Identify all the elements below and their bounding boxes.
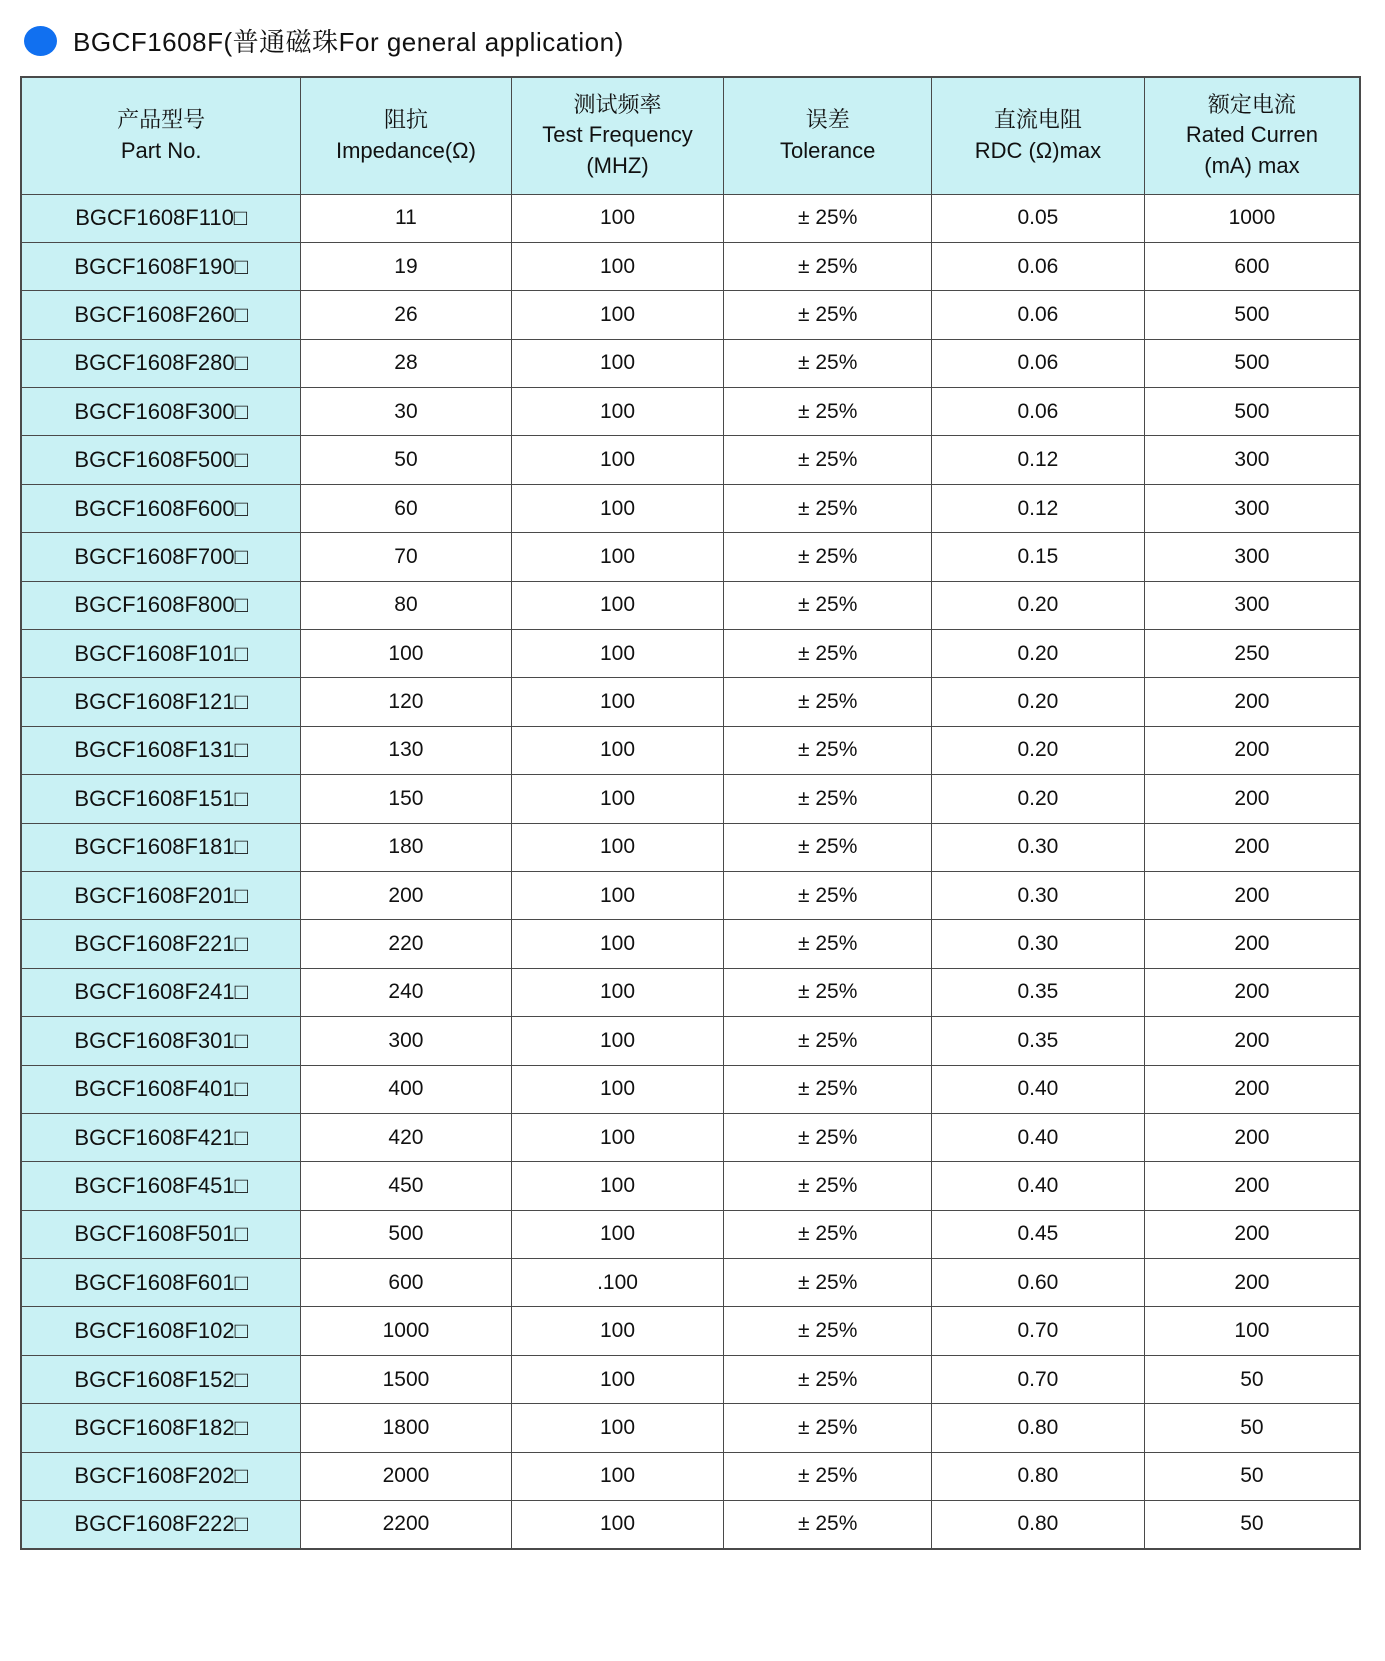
cell-impedance: 50 xyxy=(301,436,511,484)
cell-impedance: 150 xyxy=(301,775,511,823)
cell-tolerance: ± 25% xyxy=(724,726,932,774)
table-row xyxy=(21,533,1360,581)
cell-tolerance: ± 25% xyxy=(724,581,932,629)
cell-rdc: 0.80 xyxy=(931,1452,1144,1500)
cell-impedance: 70 xyxy=(301,533,511,581)
cell-tolerance: ± 25% xyxy=(724,1501,932,1549)
cell-rdc: 0.06 xyxy=(931,291,1144,339)
table-row xyxy=(21,968,1360,1016)
cell-rated-current: 200 xyxy=(1144,1113,1360,1161)
cell-test-frequency: 100 xyxy=(511,1501,724,1549)
cell-tolerance: ± 25% xyxy=(724,1259,932,1307)
header-zh: 阻抗 xyxy=(383,106,428,132)
cell-rdc: 0.30 xyxy=(931,920,1144,968)
cell-rdc: 0.80 xyxy=(931,1404,1144,1452)
cell-test-frequency: 100 xyxy=(511,678,724,726)
blue-dot-icon xyxy=(24,26,57,56)
cell-test-frequency: 100 xyxy=(511,775,724,823)
header-zh: 测试频率 xyxy=(573,91,662,117)
cell-rdc: 0.20 xyxy=(931,581,1144,629)
cell-rated-current: 50 xyxy=(1144,1404,1360,1452)
cell-part-no: BGCF1608F202□ xyxy=(21,1452,301,1500)
cell-part-no: BGCF1608F110□ xyxy=(21,194,301,242)
cell-rated-current: 50 xyxy=(1144,1452,1360,1500)
cell-rdc: 0.20 xyxy=(931,726,1144,774)
cell-rated-current: 300 xyxy=(1144,484,1360,532)
cell-tolerance: ± 25% xyxy=(724,920,932,968)
cell-part-no: BGCF1608F451□ xyxy=(21,1162,301,1210)
cell-test-frequency: 100 xyxy=(511,726,724,774)
cell-rdc: 0.40 xyxy=(931,1113,1144,1161)
cell-rated-current: 500 xyxy=(1144,388,1360,436)
cell-part-no: BGCF1608F280□ xyxy=(21,339,301,387)
cell-tolerance: ± 25% xyxy=(724,1404,932,1452)
header-en: Rated Curren xyxy=(1185,122,1318,148)
cell-impedance: 600 xyxy=(301,1259,511,1307)
cell-part-no: BGCF1608F421□ xyxy=(21,1113,301,1161)
column-header-rated-current xyxy=(1144,77,1360,194)
cell-rated-current: 200 xyxy=(1144,726,1360,774)
cell-test-frequency: 100 xyxy=(511,1355,724,1403)
cell-impedance: 28 xyxy=(301,339,511,387)
cell-test-frequency: 100 xyxy=(511,533,724,581)
table-row xyxy=(21,1501,1360,1549)
cell-part-no: BGCF1608F131□ xyxy=(21,726,301,774)
cell-impedance: 180 xyxy=(301,823,511,871)
section-title-text: BGCF1608F(普通磁珠For general application) xyxy=(73,27,624,57)
table-row xyxy=(21,1259,1360,1307)
cell-impedance: 100 xyxy=(301,630,511,678)
cell-part-no: BGCF1608F260□ xyxy=(21,291,301,339)
table-row xyxy=(21,242,1360,290)
cell-test-frequency: 100 xyxy=(511,823,724,871)
cell-test-frequency: 100 xyxy=(511,871,724,919)
table-row xyxy=(21,775,1360,823)
cell-part-no: BGCF1608F300□ xyxy=(21,388,301,436)
cell-tolerance: ± 25% xyxy=(724,533,932,581)
cell-test-frequency: 100 xyxy=(511,388,724,436)
cell-part-no: BGCF1608F102□ xyxy=(21,1307,301,1355)
cell-rdc: 0.80 xyxy=(931,1501,1144,1549)
cell-rated-current: 100 xyxy=(1144,1307,1360,1355)
header-zh: 额定电流 xyxy=(1207,91,1296,117)
cell-tolerance: ± 25% xyxy=(724,194,932,242)
cell-tolerance: ± 25% xyxy=(724,823,932,871)
cell-rdc: 0.20 xyxy=(931,630,1144,678)
cell-rated-current: 200 xyxy=(1144,920,1360,968)
cell-test-frequency: 100 xyxy=(511,1113,724,1161)
cell-rated-current: 1000 xyxy=(1144,194,1360,242)
table-row xyxy=(21,1404,1360,1452)
cell-part-no: BGCF1608F181□ xyxy=(21,823,301,871)
cell-rdc: 0.05 xyxy=(931,194,1144,242)
cell-rated-current: 200 xyxy=(1144,871,1360,919)
cell-rdc: 0.12 xyxy=(931,484,1144,532)
cell-rated-current: 200 xyxy=(1144,1017,1360,1065)
table-row xyxy=(21,291,1360,339)
table-row xyxy=(21,388,1360,436)
cell-rdc: 0.30 xyxy=(931,823,1144,871)
cell-impedance: 200 xyxy=(301,871,511,919)
table-row xyxy=(21,630,1360,678)
cell-rated-current: 200 xyxy=(1144,1259,1360,1307)
cell-rdc: 0.06 xyxy=(931,339,1144,387)
cell-test-frequency: 100 xyxy=(511,194,724,242)
cell-rated-current: 300 xyxy=(1144,533,1360,581)
cell-tolerance: ± 25% xyxy=(724,1113,932,1161)
cell-rated-current: 300 xyxy=(1144,581,1360,629)
cell-test-frequency: 100 xyxy=(511,339,724,387)
cell-impedance: 300 xyxy=(301,1017,511,1065)
cell-tolerance: ± 25% xyxy=(724,1307,932,1355)
cell-rated-current: 200 xyxy=(1144,678,1360,726)
cell-part-no: BGCF1608F800□ xyxy=(21,581,301,629)
table-row xyxy=(21,1017,1360,1065)
cell-rdc: 0.70 xyxy=(931,1355,1144,1403)
cell-rdc: 0.06 xyxy=(931,388,1144,436)
cell-tolerance: ± 25% xyxy=(724,678,932,726)
cell-rdc: 0.30 xyxy=(931,871,1144,919)
cell-rdc: 0.15 xyxy=(931,533,1144,581)
cell-tolerance: ± 25% xyxy=(724,630,932,678)
cell-rated-current: 200 xyxy=(1144,823,1360,871)
header-en: Test Frequency xyxy=(542,122,693,148)
cell-impedance: 26 xyxy=(301,291,511,339)
section-title xyxy=(0,0,1385,59)
cell-rdc: 0.45 xyxy=(931,1210,1144,1258)
cell-part-no: BGCF1608F190□ xyxy=(21,242,301,290)
table-row xyxy=(21,1210,1360,1258)
cell-rdc: 0.20 xyxy=(931,775,1144,823)
cell-part-no: BGCF1608F301□ xyxy=(21,1017,301,1065)
cell-rated-current: 200 xyxy=(1144,1162,1360,1210)
cell-impedance: 2200 xyxy=(301,1501,511,1549)
cell-impedance: 1000 xyxy=(301,1307,511,1355)
header-zh: 产品型号 xyxy=(117,106,206,132)
cell-rated-current: 500 xyxy=(1144,291,1360,339)
cell-tolerance: ± 25% xyxy=(724,436,932,484)
cell-test-frequency: 100 xyxy=(511,1404,724,1452)
cell-impedance: 11 xyxy=(301,194,511,242)
cell-rated-current: 200 xyxy=(1144,775,1360,823)
cell-rated-current: 200 xyxy=(1144,1210,1360,1258)
table-row xyxy=(21,1065,1360,1113)
column-header-impedance xyxy=(301,77,511,194)
cell-tolerance: ± 25% xyxy=(724,484,932,532)
cell-tolerance: ± 25% xyxy=(724,1017,932,1065)
cell-part-no: BGCF1608F600□ xyxy=(21,484,301,532)
table-row xyxy=(21,436,1360,484)
cell-impedance: 30 xyxy=(301,388,511,436)
cell-impedance: 500 xyxy=(301,1210,511,1258)
cell-rated-current: 200 xyxy=(1144,968,1360,1016)
column-header-rdc xyxy=(931,77,1144,194)
cell-part-no: BGCF1608F121□ xyxy=(21,678,301,726)
cell-test-frequency: .100 xyxy=(511,1259,724,1307)
header-en2: (mA) max xyxy=(1204,153,1300,179)
cell-rdc: 0.06 xyxy=(931,242,1144,290)
table-row xyxy=(21,581,1360,629)
cell-part-no: BGCF1608F500□ xyxy=(21,436,301,484)
cell-part-no: BGCF1608F401□ xyxy=(21,1065,301,1113)
table-row xyxy=(21,871,1360,919)
cell-tolerance: ± 25% xyxy=(724,1065,932,1113)
cell-impedance: 2000 xyxy=(301,1452,511,1500)
cell-impedance: 120 xyxy=(301,678,511,726)
table-row xyxy=(21,1113,1360,1161)
cell-rated-current: 600 xyxy=(1144,242,1360,290)
column-header-test-frequency xyxy=(511,77,724,194)
table-row xyxy=(21,484,1360,532)
cell-test-frequency: 100 xyxy=(511,581,724,629)
header-row xyxy=(21,77,1360,194)
cell-impedance: 1500 xyxy=(301,1355,511,1403)
cell-test-frequency: 100 xyxy=(511,484,724,532)
cell-rated-current: 50 xyxy=(1144,1501,1360,1549)
cell-part-no: BGCF1608F222□ xyxy=(21,1501,301,1549)
cell-test-frequency: 100 xyxy=(511,1162,724,1210)
cell-test-frequency: 100 xyxy=(511,242,724,290)
cell-tolerance: ± 25% xyxy=(724,291,932,339)
cell-test-frequency: 100 xyxy=(511,1307,724,1355)
table-row xyxy=(21,339,1360,387)
cell-impedance: 240 xyxy=(301,968,511,1016)
cell-part-no: BGCF1608F241□ xyxy=(21,968,301,1016)
cell-rated-current: 300 xyxy=(1144,436,1360,484)
column-header-part-no xyxy=(21,77,301,194)
cell-test-frequency: 100 xyxy=(511,1452,724,1500)
cell-rated-current: 250 xyxy=(1144,630,1360,678)
cell-tolerance: ± 25% xyxy=(724,1452,932,1500)
table-row xyxy=(21,920,1360,968)
header-zh: 直流电阻 xyxy=(993,106,1082,132)
header-en: RDC (Ω)max xyxy=(974,137,1102,163)
table-row xyxy=(21,1355,1360,1403)
parts-spec-table xyxy=(20,76,1361,1550)
cell-test-frequency: 100 xyxy=(511,968,724,1016)
table-row xyxy=(21,823,1360,871)
cell-rated-current: 50 xyxy=(1144,1355,1360,1403)
cell-test-frequency: 100 xyxy=(511,920,724,968)
cell-rdc: 0.35 xyxy=(931,1017,1144,1065)
cell-test-frequency: 100 xyxy=(511,1210,724,1258)
cell-test-frequency: 100 xyxy=(511,436,724,484)
cell-test-frequency: 100 xyxy=(511,291,724,339)
cell-tolerance: ± 25% xyxy=(724,242,932,290)
cell-tolerance: ± 25% xyxy=(724,1210,932,1258)
cell-impedance: 19 xyxy=(301,242,511,290)
cell-part-no: BGCF1608F152□ xyxy=(21,1355,301,1403)
header-en: Part No. xyxy=(120,137,202,163)
header-en2: (MHZ) xyxy=(586,153,649,179)
cell-rdc: 0.40 xyxy=(931,1065,1144,1113)
cell-impedance: 420 xyxy=(301,1113,511,1161)
cell-rated-current: 200 xyxy=(1144,1065,1360,1113)
cell-test-frequency: 100 xyxy=(511,1017,724,1065)
cell-rdc: 0.60 xyxy=(931,1259,1144,1307)
table-row xyxy=(21,1162,1360,1210)
cell-tolerance: ± 25% xyxy=(724,1355,932,1403)
cell-part-no: BGCF1608F182□ xyxy=(21,1404,301,1452)
cell-part-no: BGCF1608F501□ xyxy=(21,1210,301,1258)
cell-impedance: 220 xyxy=(301,920,511,968)
cell-rdc: 0.20 xyxy=(931,678,1144,726)
cell-rdc: 0.40 xyxy=(931,1162,1144,1210)
cell-test-frequency: 100 xyxy=(511,630,724,678)
cell-part-no: BGCF1608F201□ xyxy=(21,871,301,919)
cell-tolerance: ± 25% xyxy=(724,1162,932,1210)
cell-part-no: BGCF1608F151□ xyxy=(21,775,301,823)
cell-impedance: 1800 xyxy=(301,1404,511,1452)
table-row xyxy=(21,194,1360,242)
cell-impedance: 450 xyxy=(301,1162,511,1210)
cell-rated-current: 500 xyxy=(1144,339,1360,387)
cell-part-no: BGCF1608F101□ xyxy=(21,630,301,678)
cell-impedance: 60 xyxy=(301,484,511,532)
table-row xyxy=(21,1452,1360,1500)
table-row xyxy=(21,726,1360,774)
table-row xyxy=(21,678,1360,726)
table-row xyxy=(21,1307,1360,1355)
cell-impedance: 80 xyxy=(301,581,511,629)
cell-tolerance: ± 25% xyxy=(724,871,932,919)
cell-tolerance: ± 25% xyxy=(724,339,932,387)
cell-tolerance: ± 25% xyxy=(724,968,932,1016)
cell-rdc: 0.70 xyxy=(931,1307,1144,1355)
header-en: Tolerance xyxy=(780,137,876,163)
cell-impedance: 130 xyxy=(301,726,511,774)
cell-part-no: BGCF1608F221□ xyxy=(21,920,301,968)
cell-tolerance: ± 25% xyxy=(724,775,932,823)
header-en: Impedance(Ω) xyxy=(335,137,476,163)
cell-impedance: 400 xyxy=(301,1065,511,1113)
header-zh: 误差 xyxy=(805,106,850,132)
column-header-tolerance xyxy=(724,77,932,194)
cell-rdc: 0.12 xyxy=(931,436,1144,484)
cell-rdc: 0.35 xyxy=(931,968,1144,1016)
cell-part-no: BGCF1608F700□ xyxy=(21,533,301,581)
cell-part-no: BGCF1608F601□ xyxy=(21,1259,301,1307)
cell-test-frequency: 100 xyxy=(511,1065,724,1113)
cell-tolerance: ± 25% xyxy=(724,388,932,436)
